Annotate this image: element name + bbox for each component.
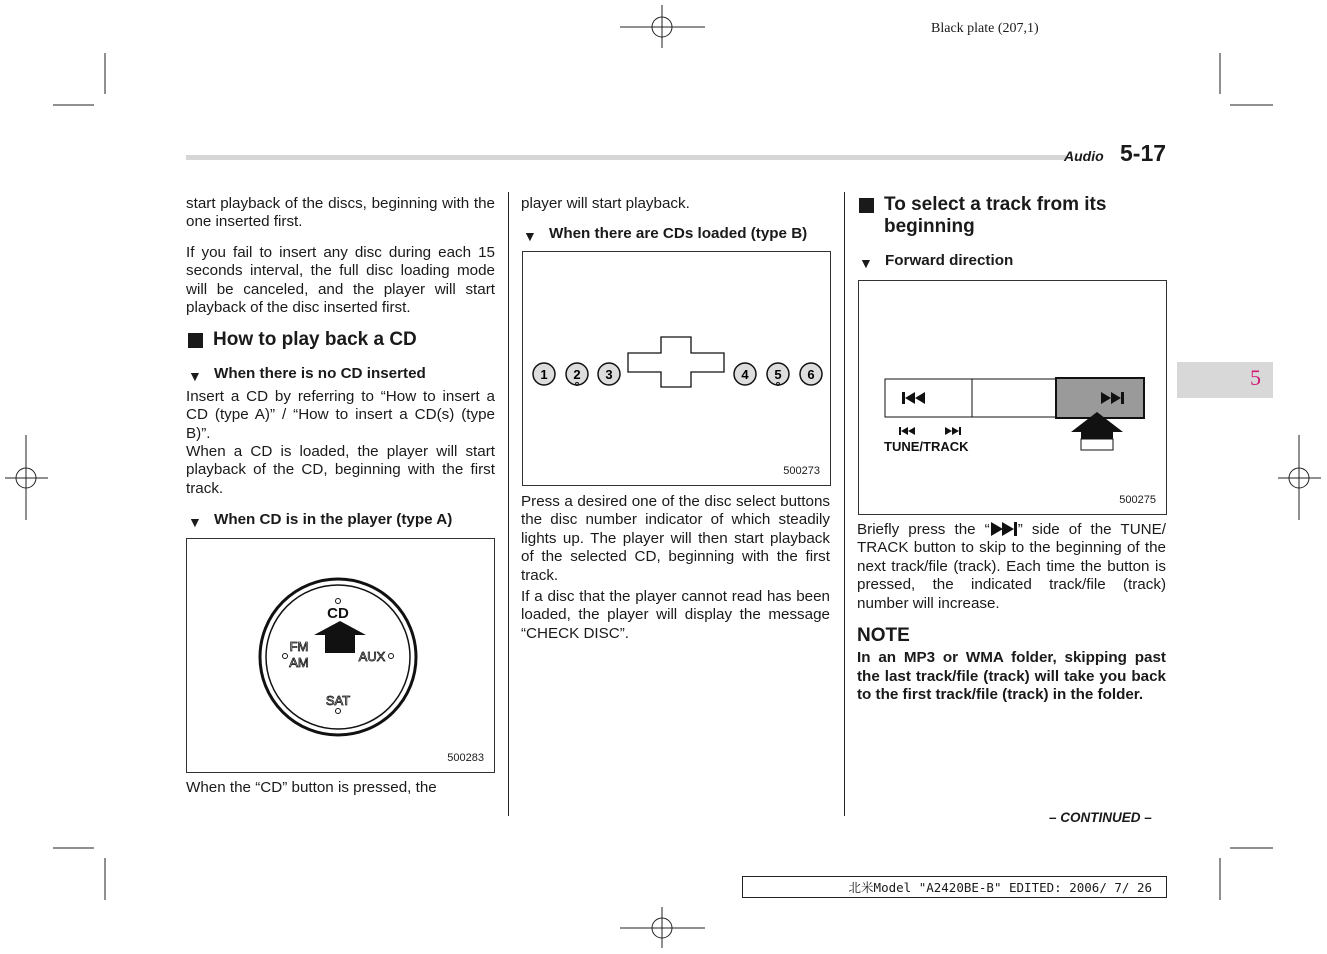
note-heading: NOTE: [857, 625, 910, 647]
paragraph: Press a desired one of the disc select buttons the disc number indicator of which steadily lights up. The player will then start playback of the selected CD, beginning with the first track.: [521, 493, 830, 584]
subsection-heading: ▼ When there is no CD inserted: [188, 365, 426, 385]
svg-text:4: 4: [741, 367, 749, 382]
column-3-text: [857, 521, 1166, 717]
disc-button-3: [598, 363, 620, 385]
figure-tune-track: [858, 280, 1167, 515]
small-skip-forward-icon: [945, 427, 961, 435]
dial-label-sat: SAT: [325, 693, 351, 708]
dial-label-aux: AUX: [358, 649, 386, 664]
svg-text:3: 3: [605, 367, 613, 382]
plate-label: Black plate (207,1): [931, 21, 1039, 36]
paragraph: When a CD is loaded, the player will start playback of the CD, beginning with the first track.: [186, 443, 495, 497]
paragraph: Insert a CD by referring to “How to insert a CD (type A)” / “How to insert a CD(s) (type B)”.: [186, 387, 495, 442]
triangle-bullet-icon: ▼: [859, 255, 873, 271]
disc-button-1: [533, 363, 555, 385]
section-heading: To select a track from its beginning: [857, 194, 1166, 238]
footer-text: 北米Model "A2420BE-B" EDITED: 2006/ 7/ 26: [848, 880, 1152, 895]
mode-dial-illustration: [187, 539, 494, 772]
paragraph: start playback of the discs, beginning with the one inserted first.: [186, 195, 495, 231]
footer-box: [742, 876, 1167, 898]
dial-label-am: AM: [289, 655, 309, 670]
header-section: Audio: [1064, 148, 1104, 164]
svg-text:5: 5: [774, 367, 782, 382]
disc-button-2: [566, 363, 588, 386]
column-divider-2: [844, 192, 845, 816]
subsection-heading: ▼ When there are CDs loaded (type B): [523, 225, 808, 245]
chapter-tab-number: 5: [1250, 365, 1261, 390]
triangle-bullet-icon: ▼: [523, 228, 537, 245]
tune-track-illustration: [859, 281, 1166, 514]
column-2-text: [521, 493, 830, 655]
figure-code: 500273: [783, 465, 820, 477]
dial-label-fm: FM: [289, 639, 309, 654]
subsection-heading: ▼ Forward direction: [859, 252, 1014, 271]
column-1-end: [186, 779, 495, 797]
skip-forward-icon: [990, 521, 1018, 537]
figure-code: 500275: [1119, 494, 1156, 506]
column-1: [186, 195, 495, 530]
figure-disc-buttons: [522, 251, 831, 486]
paragraph: If you fail to insert any disc during each 15 seconds interval, the full disc loading mode will be canceled, and the player will start playback of the disc inserted first.: [186, 243, 495, 317]
paragraph: Briefly press the “ ” side of the TUNE/ TRACK button to skip to the beginning of the next track/file (track). Each time the button is pressed, the indicated track/file (track) number will increase.: [857, 521, 1166, 612]
disc-button-6: [800, 363, 822, 385]
dial-label-cd: CD: [327, 605, 349, 622]
disc-buttons-illustration: [523, 252, 830, 485]
disc-button-4: [734, 363, 756, 385]
column-2: [521, 195, 830, 244]
header-bar: [186, 155, 1066, 160]
subsection-heading: ▼ When CD is in the player (type A): [188, 511, 453, 531]
square-bullet-icon: [859, 198, 874, 213]
column-divider-1: [508, 192, 509, 816]
note-body: In an MP3 or WMA folder, skipping past the last track/file (track) will take you back to the first track/file (track) in the folder.: [857, 649, 1166, 704]
square-bullet-icon: [188, 333, 203, 348]
triangle-bullet-icon: ▼: [188, 368, 202, 385]
svg-text:1: 1: [540, 367, 548, 382]
paragraph: player will start playback.: [521, 195, 690, 212]
figure-mode-dial: [186, 538, 495, 773]
column-3: [857, 194, 1166, 270]
svg-text:2: 2: [573, 367, 581, 382]
section-heading: How to play back a CD: [186, 329, 495, 351]
tune-track-label: TUNE/TRACK: [884, 439, 969, 454]
paragraph: When the “CD” button is pressed, the: [186, 779, 437, 796]
figure-code: 500283: [447, 752, 484, 764]
triangle-bullet-icon: ▼: [188, 514, 202, 531]
paragraph: If a disc that the player cannot read has been loaded, the player will display the message “CHECK DISC”.: [521, 588, 830, 642]
page-number: 5-17: [1120, 140, 1167, 166]
chapter-tab: [1177, 362, 1273, 398]
disc-button-5: [767, 363, 789, 386]
continued-label: – CONTINUED –: [1049, 810, 1152, 825]
svg-text:6: 6: [807, 367, 815, 382]
small-skip-back-icon: [899, 427, 915, 435]
